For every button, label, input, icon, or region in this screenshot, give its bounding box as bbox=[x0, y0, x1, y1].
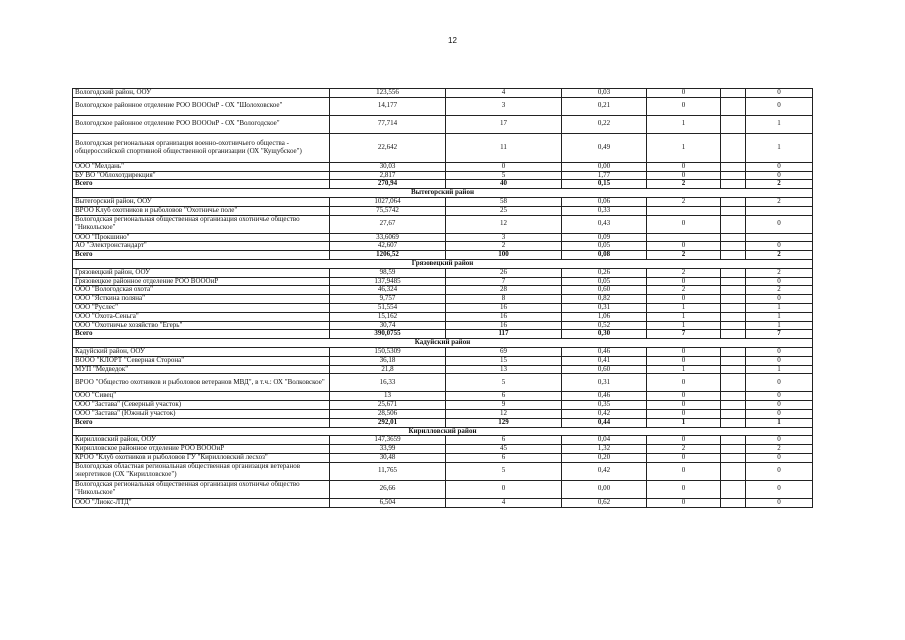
limit-cell: 0 bbox=[746, 171, 813, 180]
organization-name-cell: ООО "Мелдань" bbox=[73, 162, 330, 171]
quota-cell: 0 bbox=[647, 409, 721, 418]
count-cell: 16 bbox=[446, 312, 562, 321]
table-row bbox=[73, 356, 813, 365]
table-row bbox=[73, 197, 813, 206]
quota-cell bbox=[647, 233, 721, 242]
empty-cell bbox=[721, 445, 746, 454]
area-cell: 11,765 bbox=[330, 462, 446, 480]
density-cell: 0,35 bbox=[562, 401, 647, 410]
quota-cell: 0 bbox=[647, 242, 721, 251]
quota-cell: 0 bbox=[647, 374, 721, 392]
quota-cell: 1 bbox=[647, 321, 721, 330]
density-cell: 0,06 bbox=[562, 197, 647, 206]
density-cell: 1,77 bbox=[562, 171, 647, 180]
density-cell: 0,30 bbox=[562, 330, 647, 339]
empty-cell bbox=[721, 330, 746, 339]
organization-name-cell: КРОО "Клуб охотников и рыболовов ГУ "Кирилловский лесхоз" bbox=[73, 453, 330, 462]
table-row bbox=[73, 453, 813, 462]
density-cell: 0,15 bbox=[562, 180, 647, 189]
density-cell: 0,09 bbox=[562, 233, 647, 242]
organization-name-cell: ООО "Сивец" bbox=[73, 392, 330, 401]
limit-cell: 0 bbox=[746, 89, 813, 98]
quota-cell: 1 bbox=[647, 303, 721, 312]
limit-cell: 0 bbox=[746, 277, 813, 286]
density-cell: 0,44 bbox=[562, 418, 647, 427]
table-row bbox=[73, 392, 813, 401]
area-cell: 33,6069 bbox=[330, 233, 446, 242]
quota-cell: 0 bbox=[647, 356, 721, 365]
count-cell: 100 bbox=[446, 251, 562, 260]
organization-name-cell: Грязовецкое районное отделение РОО ВОООиР bbox=[73, 277, 330, 286]
count-cell: 3 bbox=[446, 233, 562, 242]
table-row bbox=[73, 321, 813, 330]
area-cell: 51,554 bbox=[330, 303, 446, 312]
area-cell: 6,504 bbox=[330, 498, 446, 507]
total-row bbox=[73, 180, 813, 189]
limit-cell: 0 bbox=[746, 462, 813, 480]
organization-name-cell: Кирилловское районное отделение РОО ВОООиР bbox=[73, 445, 330, 454]
area-cell: 77,714 bbox=[330, 115, 446, 133]
organization-name-cell: Грязовецкий район, ООУ bbox=[73, 268, 330, 277]
density-cell: 0,62 bbox=[562, 498, 647, 507]
quota-cell: 0 bbox=[647, 392, 721, 401]
total-row bbox=[73, 418, 813, 427]
density-cell: 0,46 bbox=[562, 347, 647, 356]
density-cell: 0,31 bbox=[562, 374, 647, 392]
density-cell: 0,20 bbox=[562, 453, 647, 462]
count-cell: 0 bbox=[446, 480, 562, 498]
limit-cell: 0 bbox=[746, 374, 813, 392]
organization-name-cell: ООО "Охота-Сеньга" bbox=[73, 312, 330, 321]
limit-cell: 1 bbox=[746, 321, 813, 330]
table-row bbox=[73, 162, 813, 171]
count-cell: 26 bbox=[446, 268, 562, 277]
area-cell: 27,67 bbox=[330, 215, 446, 233]
organization-name-cell: ООО "Вологодская охота" bbox=[73, 286, 330, 295]
area-cell: 270,94 bbox=[330, 180, 446, 189]
density-cell: 0,49 bbox=[562, 133, 647, 162]
density-cell: 0,22 bbox=[562, 115, 647, 133]
empty-cell bbox=[721, 418, 746, 427]
quota-cell: 0 bbox=[647, 453, 721, 462]
empty-cell bbox=[721, 321, 746, 330]
density-cell: 0,05 bbox=[562, 242, 647, 251]
density-cell: 0,82 bbox=[562, 295, 647, 304]
empty-cell bbox=[721, 206, 746, 215]
table-row bbox=[73, 312, 813, 321]
table-row bbox=[73, 303, 813, 312]
limit-cell: 0 bbox=[746, 295, 813, 304]
empty-cell bbox=[721, 498, 746, 507]
district-header-row bbox=[73, 189, 813, 198]
density-cell: 0,33 bbox=[562, 206, 647, 215]
limit-cell: 2 bbox=[746, 268, 813, 277]
empty-cell bbox=[721, 401, 746, 410]
density-cell: 0,03 bbox=[562, 89, 647, 98]
density-cell: 0,41 bbox=[562, 356, 647, 365]
table-row bbox=[73, 445, 813, 454]
area-cell: 75,5742 bbox=[330, 206, 446, 215]
count-cell: 6 bbox=[446, 453, 562, 462]
organization-name-cell: АО "Электронстандарт" bbox=[73, 242, 330, 251]
empty-cell bbox=[721, 180, 746, 189]
quota-cell: 0 bbox=[647, 162, 721, 171]
quota-cell: 2 bbox=[647, 268, 721, 277]
count-cell: 117 bbox=[446, 330, 562, 339]
empty-cell bbox=[721, 356, 746, 365]
organization-name-cell: Всего bbox=[73, 330, 330, 339]
limit-cell: 0 bbox=[746, 436, 813, 445]
table-row bbox=[73, 480, 813, 498]
area-cell: 42,607 bbox=[330, 242, 446, 251]
limit-cell: 1 bbox=[746, 115, 813, 133]
area-cell: 26,66 bbox=[330, 480, 446, 498]
organization-name-cell: Вытегорский район, ООУ bbox=[73, 197, 330, 206]
limit-cell: 2 bbox=[746, 197, 813, 206]
count-cell: 5 bbox=[446, 374, 562, 392]
count-cell: 9 bbox=[446, 401, 562, 410]
organization-name-cell: Вологодская региональная общественная организация охотничье общество "Никольское" bbox=[73, 215, 330, 233]
empty-cell bbox=[721, 233, 746, 242]
quota-cell: 1 bbox=[647, 312, 721, 321]
quota-cell: 0 bbox=[647, 97, 721, 115]
area-cell: 1206,52 bbox=[330, 251, 446, 260]
empty-cell bbox=[721, 89, 746, 98]
organization-name-cell: Вологодская региональная общественная организация охотничье общество "Никольское" bbox=[73, 480, 330, 498]
organization-name-cell: Вологодская региональная организация военно-охотничьего общества - общероссийской спортивной общественной организации (ОХ "Кущубское") bbox=[73, 133, 330, 162]
limit-cell: 0 bbox=[746, 356, 813, 365]
limit-cell: 1 bbox=[746, 312, 813, 321]
table-row bbox=[73, 242, 813, 251]
quota-cell: 0 bbox=[647, 215, 721, 233]
count-cell: 16 bbox=[446, 321, 562, 330]
table-row bbox=[73, 89, 813, 98]
organization-name-cell: ООО "Руслес" bbox=[73, 303, 330, 312]
limit-cell: 0 bbox=[746, 242, 813, 251]
quota-cell: 1 bbox=[647, 115, 721, 133]
area-cell: 21,8 bbox=[330, 365, 446, 374]
district-header-row bbox=[73, 259, 813, 268]
density-cell: 0,52 bbox=[562, 321, 647, 330]
empty-cell bbox=[721, 312, 746, 321]
quota-cell: 0 bbox=[647, 171, 721, 180]
empty-cell bbox=[721, 215, 746, 233]
count-cell: 4 bbox=[446, 89, 562, 98]
area-cell: 292,01 bbox=[330, 418, 446, 427]
empty-cell bbox=[721, 97, 746, 115]
quota-cell: 2 bbox=[647, 251, 721, 260]
organization-name-cell: Вологодское районное отделение РОО ВОООиР - ОХ "Вологодское" bbox=[73, 115, 330, 133]
limit-cell: 0 bbox=[746, 453, 813, 462]
quota-cell: 0 bbox=[647, 480, 721, 498]
area-cell: 14,177 bbox=[330, 97, 446, 115]
limit-cell: 0 bbox=[746, 392, 813, 401]
empty-cell bbox=[721, 480, 746, 498]
organization-name-cell: Вологодское районное отделение РОО ВОООиР - ОХ "Шолоховское" bbox=[73, 97, 330, 115]
empty-cell bbox=[721, 242, 746, 251]
organization-name-cell: Кадуйский район, ООУ bbox=[73, 347, 330, 356]
organization-name-cell: ВРОО Клуб охотников и рыболовов "Охотничье поле" bbox=[73, 206, 330, 215]
organization-name-cell: Всего bbox=[73, 180, 330, 189]
table-row bbox=[73, 347, 813, 356]
empty-cell bbox=[721, 251, 746, 260]
empty-cell bbox=[721, 286, 746, 295]
density-cell: 0,00 bbox=[562, 480, 647, 498]
empty-cell bbox=[721, 295, 746, 304]
area-cell: 22,642 bbox=[330, 133, 446, 162]
organization-name-cell: ООО "Застава" (Южный участок) bbox=[73, 409, 330, 418]
area-cell: 16,33 bbox=[330, 374, 446, 392]
organization-name-cell: Всего bbox=[73, 251, 330, 260]
area-cell: 137,9485 bbox=[330, 277, 446, 286]
count-cell: 28 bbox=[446, 286, 562, 295]
district-header-row bbox=[73, 339, 813, 348]
count-cell: 5 bbox=[446, 171, 562, 180]
table-row bbox=[73, 233, 813, 242]
table-row bbox=[73, 277, 813, 286]
area-cell: 25,671 bbox=[330, 401, 446, 410]
organization-name-cell: ООО "Застава" (Северный участок) bbox=[73, 401, 330, 410]
limit-cell: 7 bbox=[746, 330, 813, 339]
density-cell: 0,46 bbox=[562, 392, 647, 401]
table-row bbox=[73, 171, 813, 180]
density-cell: 0,60 bbox=[562, 365, 647, 374]
area-cell: 9,757 bbox=[330, 295, 446, 304]
quota-cell: 1 bbox=[647, 418, 721, 427]
count-cell: 8 bbox=[446, 295, 562, 304]
limit-cell: 1 bbox=[746, 133, 813, 162]
count-cell: 58 bbox=[446, 197, 562, 206]
empty-cell bbox=[721, 365, 746, 374]
empty-cell bbox=[721, 171, 746, 180]
empty-cell bbox=[721, 115, 746, 133]
count-cell: 0 bbox=[446, 162, 562, 171]
limit-cell: 0 bbox=[746, 401, 813, 410]
density-cell: 1,32 bbox=[562, 445, 647, 454]
density-cell: 0,42 bbox=[562, 409, 647, 418]
count-cell: 6 bbox=[446, 436, 562, 445]
empty-cell bbox=[721, 374, 746, 392]
limit-cell: 2 bbox=[746, 445, 813, 454]
organization-name-cell: ООО "Лиокс-ЛТД" bbox=[73, 498, 330, 507]
organization-name-cell: ООО "Ясткина поляна" bbox=[73, 295, 330, 304]
district-name: Кадуйский район bbox=[73, 339, 813, 348]
table-body bbox=[73, 89, 813, 508]
limit-cell: 0 bbox=[746, 215, 813, 233]
area-cell: 30,74 bbox=[330, 321, 446, 330]
organization-name-cell: ВРОО "Общество охотников и рыболовов ветеранов МВД", в т.ч.: ОХ "Волковское" bbox=[73, 374, 330, 392]
table-row bbox=[73, 401, 813, 410]
table-row bbox=[73, 215, 813, 233]
area-cell: 33,99 bbox=[330, 445, 446, 454]
quota-cell: 0 bbox=[647, 89, 721, 98]
table-row bbox=[73, 97, 813, 115]
empty-cell bbox=[721, 436, 746, 445]
area-cell: 46,324 bbox=[330, 286, 446, 295]
empty-cell bbox=[721, 453, 746, 462]
count-cell: 7 bbox=[446, 277, 562, 286]
limit-cell: 1 bbox=[746, 418, 813, 427]
quota-cell: 2 bbox=[647, 180, 721, 189]
count-cell: 5 bbox=[446, 462, 562, 480]
empty-cell bbox=[721, 392, 746, 401]
empty-cell bbox=[721, 162, 746, 171]
organization-name-cell: Кирилловский район, ООУ bbox=[73, 436, 330, 445]
density-cell: 0,42 bbox=[562, 462, 647, 480]
table-row bbox=[73, 268, 813, 277]
area-cell: 98,59 bbox=[330, 268, 446, 277]
area-cell: 150,5309 bbox=[330, 347, 446, 356]
count-cell: 16 bbox=[446, 303, 562, 312]
count-cell: 3 bbox=[446, 97, 562, 115]
quota-cell: 2 bbox=[647, 286, 721, 295]
density-cell: 0,21 bbox=[562, 97, 647, 115]
area-cell: 390,0755 bbox=[330, 330, 446, 339]
table-row bbox=[73, 295, 813, 304]
empty-cell bbox=[721, 303, 746, 312]
empty-cell bbox=[721, 462, 746, 480]
limit-cell: 0 bbox=[746, 347, 813, 356]
hunting-grounds-table bbox=[72, 88, 813, 508]
table-row bbox=[73, 115, 813, 133]
count-cell: 15 bbox=[446, 356, 562, 365]
density-cell: 0,60 bbox=[562, 286, 647, 295]
table-row bbox=[73, 436, 813, 445]
table-row bbox=[73, 286, 813, 295]
quota-cell: 0 bbox=[647, 401, 721, 410]
limit-cell: 0 bbox=[746, 97, 813, 115]
limit-cell bbox=[746, 233, 813, 242]
count-cell: 17 bbox=[446, 115, 562, 133]
district-header-row bbox=[73, 427, 813, 436]
district-name: Вытегорский район bbox=[73, 189, 813, 198]
count-cell: 25 bbox=[446, 206, 562, 215]
count-cell: 4 bbox=[446, 498, 562, 507]
quota-cell: 0 bbox=[647, 277, 721, 286]
limit-cell: 0 bbox=[746, 409, 813, 418]
count-cell: 12 bbox=[446, 215, 562, 233]
organization-name-cell: ВООО "КЛОРТ "Северная Сторона" bbox=[73, 356, 330, 365]
limit-cell: 0 bbox=[746, 480, 813, 498]
area-cell: 36,18 bbox=[330, 356, 446, 365]
area-cell: 13 bbox=[330, 392, 446, 401]
quota-cell: 0 bbox=[647, 498, 721, 507]
density-cell: 0,43 bbox=[562, 215, 647, 233]
table-row bbox=[73, 365, 813, 374]
organization-name-cell: БУ ВО "Облохотдирекция" bbox=[73, 171, 330, 180]
quota-cell bbox=[647, 206, 721, 215]
total-row bbox=[73, 330, 813, 339]
limit-cell: 0 bbox=[746, 498, 813, 507]
count-cell: 40 bbox=[446, 180, 562, 189]
empty-cell bbox=[721, 277, 746, 286]
limit-cell bbox=[746, 206, 813, 215]
empty-cell bbox=[721, 409, 746, 418]
limit-cell: 2 bbox=[746, 286, 813, 295]
density-cell: 0,04 bbox=[562, 436, 647, 445]
district-name: Кирилловский район bbox=[73, 427, 813, 436]
limit-cell: 0 bbox=[746, 162, 813, 171]
count-cell: 11 bbox=[446, 133, 562, 162]
table-row bbox=[73, 133, 813, 162]
count-cell: 69 bbox=[446, 347, 562, 356]
quota-cell: 2 bbox=[647, 445, 721, 454]
empty-cell bbox=[721, 268, 746, 277]
density-cell: 0,26 bbox=[562, 268, 647, 277]
organization-name-cell: МУП "Медведок" bbox=[73, 365, 330, 374]
density-cell: 0,05 bbox=[562, 277, 647, 286]
quota-cell: 0 bbox=[647, 295, 721, 304]
limit-cell: 1 bbox=[746, 303, 813, 312]
quota-cell: 0 bbox=[647, 347, 721, 356]
organization-name-cell: ООО "Прокшино" bbox=[73, 233, 330, 242]
area-cell: 147,3659 bbox=[330, 436, 446, 445]
table-row bbox=[73, 498, 813, 507]
organization-name-cell: Вологодская областная региональная общественная организация ветеранов энергетиков (ОХ "Кирилловское") bbox=[73, 462, 330, 480]
area-cell: 30,48 bbox=[330, 453, 446, 462]
count-cell: 45 bbox=[446, 445, 562, 454]
count-cell: 6 bbox=[446, 392, 562, 401]
density-cell: 0,00 bbox=[562, 162, 647, 171]
area-cell: 30,03 bbox=[330, 162, 446, 171]
table-row bbox=[73, 462, 813, 480]
quota-cell: 1 bbox=[647, 365, 721, 374]
area-cell: 2,817 bbox=[330, 171, 446, 180]
area-cell: 123,556 bbox=[330, 89, 446, 98]
area-cell: 15,162 bbox=[330, 312, 446, 321]
table-row bbox=[73, 409, 813, 418]
quota-cell: 7 bbox=[647, 330, 721, 339]
density-cell: 0,31 bbox=[562, 303, 647, 312]
empty-cell bbox=[721, 133, 746, 162]
limit-cell: 1 bbox=[746, 365, 813, 374]
limit-cell: 2 bbox=[746, 180, 813, 189]
limit-cell: 2 bbox=[746, 251, 813, 260]
density-cell: 0,08 bbox=[562, 251, 647, 260]
quota-cell: 1 bbox=[647, 133, 721, 162]
organization-name-cell: Всего bbox=[73, 418, 330, 427]
quota-cell: 0 bbox=[647, 462, 721, 480]
area-cell: 28,506 bbox=[330, 409, 446, 418]
count-cell: 129 bbox=[446, 418, 562, 427]
quota-cell: 0 bbox=[647, 436, 721, 445]
count-cell: 13 bbox=[446, 365, 562, 374]
empty-cell bbox=[721, 347, 746, 356]
density-cell: 1,06 bbox=[562, 312, 647, 321]
table-row bbox=[73, 206, 813, 215]
count-cell: 12 bbox=[446, 409, 562, 418]
empty-cell bbox=[721, 197, 746, 206]
quota-cell: 2 bbox=[647, 197, 721, 206]
district-name: Грязовецкий район bbox=[73, 259, 813, 268]
page-number: 12 bbox=[448, 36, 457, 45]
organization-name-cell: Вологодский район, ООУ bbox=[73, 89, 330, 98]
total-row bbox=[73, 251, 813, 260]
area-cell: 1027,064 bbox=[330, 197, 446, 206]
count-cell: 2 bbox=[446, 242, 562, 251]
table-row bbox=[73, 374, 813, 392]
organization-name-cell: ООО "Охотничье хозяйство "Егерь" bbox=[73, 321, 330, 330]
